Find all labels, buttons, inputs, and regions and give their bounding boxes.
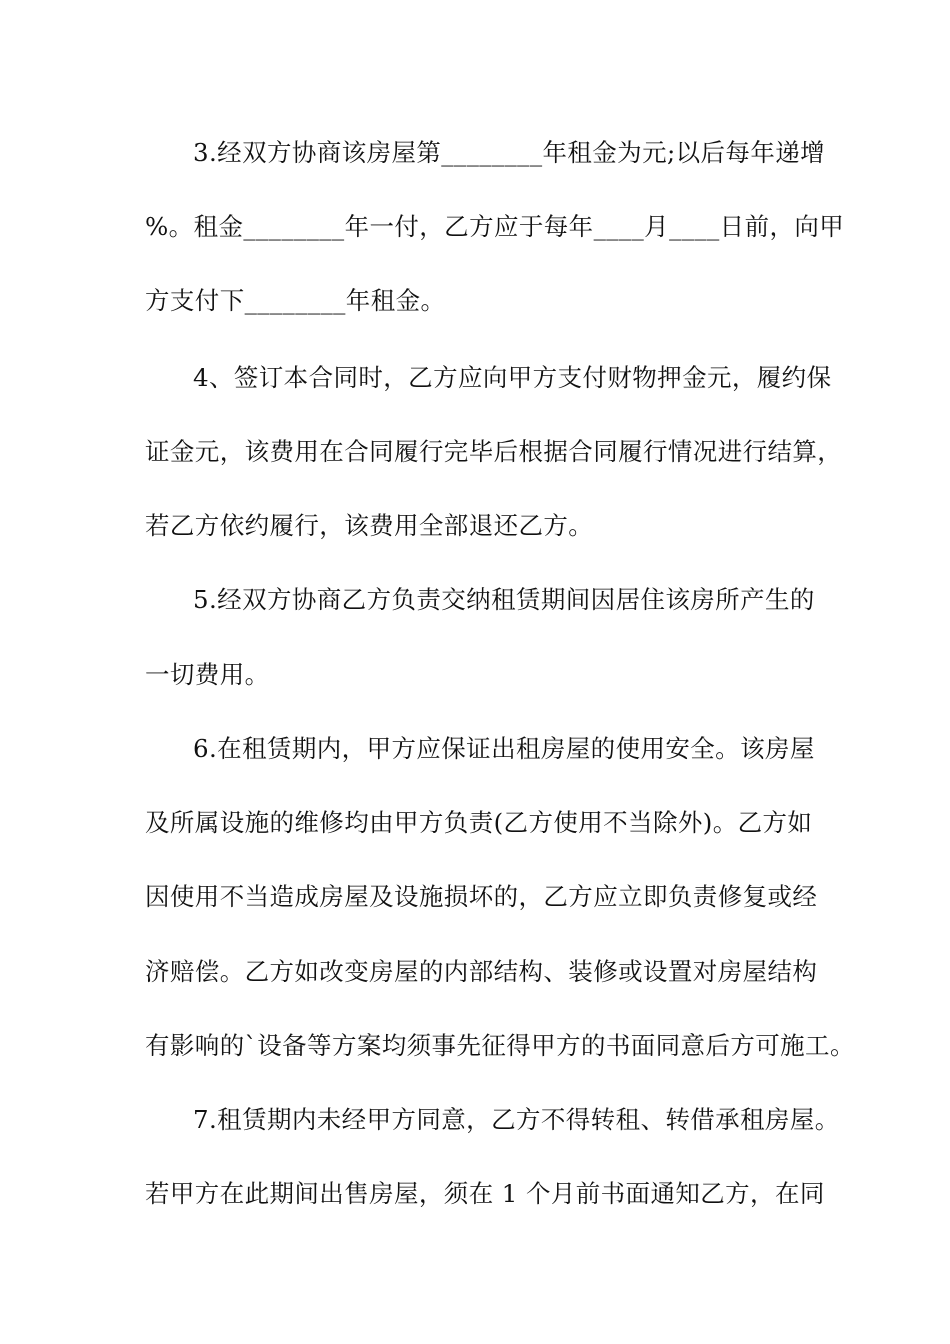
clause-3-line-2: %。租金________年一付，乙方应于每年____月____日前，向甲: [145, 212, 845, 241]
clause-4-line-3: 若乙方依约履行，该费用全部退还乙方。: [145, 511, 594, 540]
clause-4-line-1: 4、签订本合同时，乙方应向甲方支付财物押金元，履约保: [193, 363, 832, 392]
clause-6-line-2: 及所属设施的维修均由甲方负责(乙方使用不当除外)。乙方如: [145, 808, 813, 837]
clause-6-line-1: 6.在租赁期内，甲方应保证出租房屋的使用安全。该房屋: [193, 734, 815, 763]
clause-7-line-2: 若甲方在此期间出售房屋，须在 1 个月前书面通知乙方，在同: [145, 1179, 825, 1208]
clause-5-line-1: 5.经双方协商乙方负责交纳租赁期间因居住该房所产生的: [193, 585, 815, 614]
clause-3-line-1: 3.经双方协商该房屋第________年租金为元;以后每年递增: [193, 138, 826, 167]
clause-6-line-5: 有影响的`设备等方案均须事先征得甲方的书面同意后方可施工。: [145, 1031, 855, 1060]
clause-4-line-2: 证金元，该费用在合同履行完毕后根据合同履行情况进行结算，: [145, 437, 843, 466]
clause-5-line-2: 一切费用。: [145, 660, 270, 689]
clause-6-line-4: 济赔偿。乙方如改变房屋的内部结构、装修或设置对房屋结构: [145, 957, 818, 986]
clause-3-line-3: 方支付下________年租金。: [145, 286, 446, 315]
clause-7-line-1: 7.租赁期内未经甲方同意，乙方不得转租、转借承租房屋。: [193, 1105, 840, 1134]
clause-6-line-3: 因使用不当造成房屋及设施损坏的，乙方应立即负责修复或经: [145, 882, 818, 911]
